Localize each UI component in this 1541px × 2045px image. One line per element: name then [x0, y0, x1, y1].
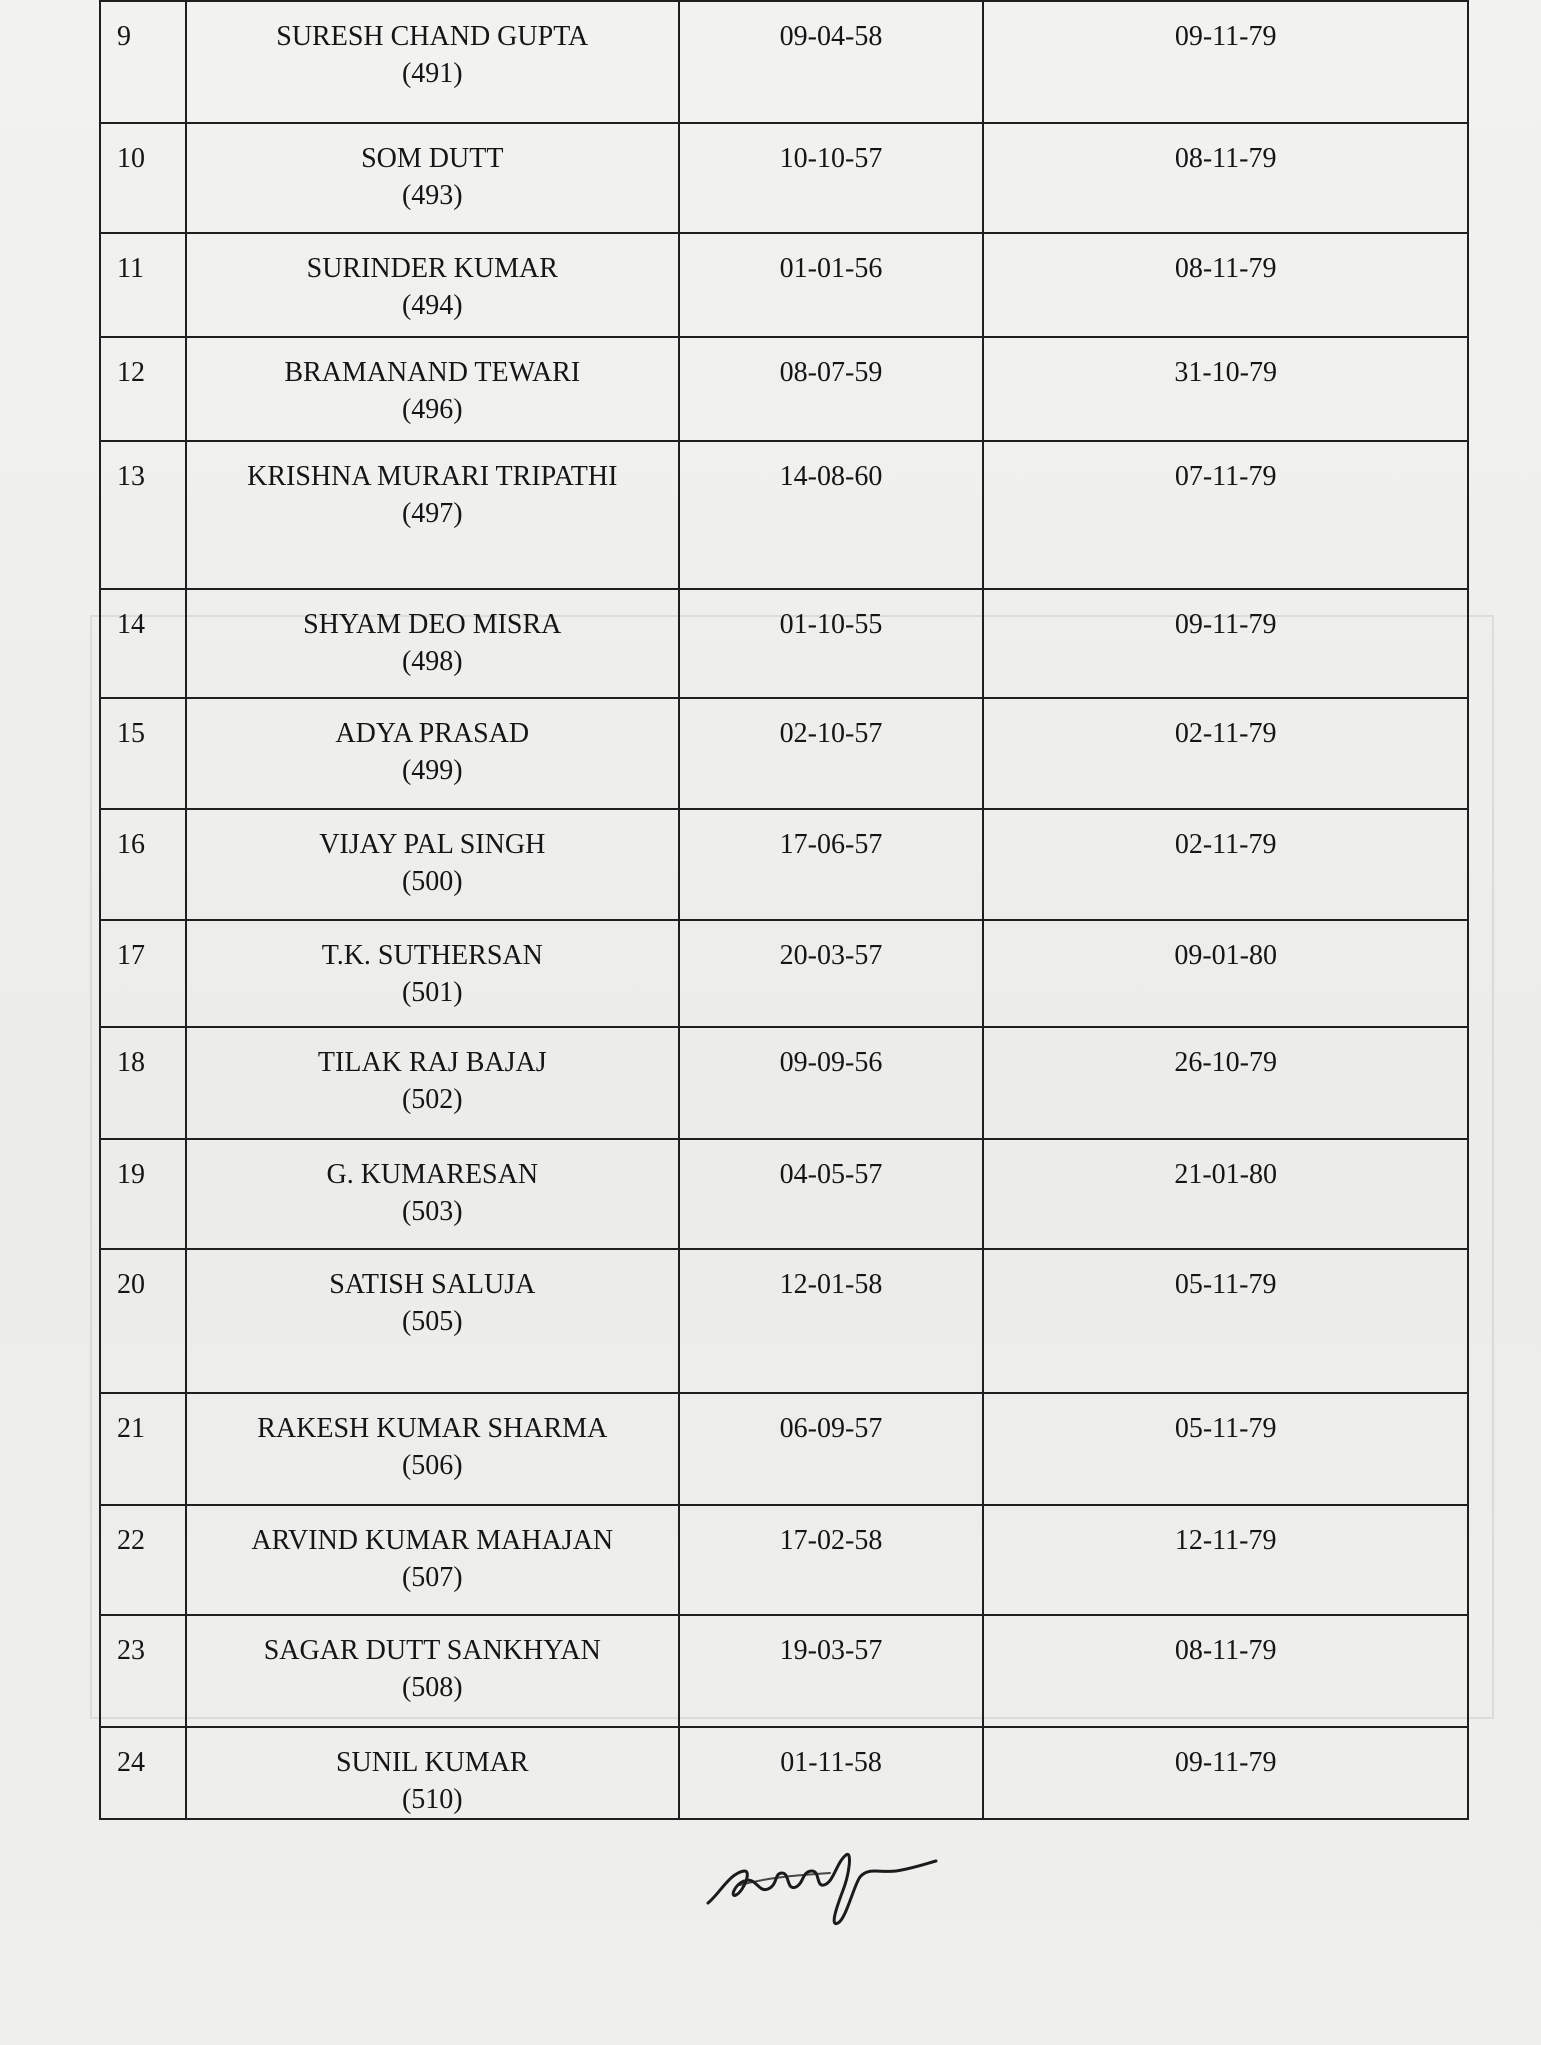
date-of-appointment-cell [983, 589, 1468, 698]
date-of-birth: 01-01-56 [779, 253, 883, 284]
officer-name-cell [186, 1615, 679, 1727]
date-of-appointment: 02-11-79 [1174, 718, 1277, 749]
seniority-number: (508) [401, 1672, 463, 1703]
serial-number: 24 [117, 1747, 145, 1778]
seniority-number: (506) [401, 1450, 463, 1481]
serial-number-cell [100, 441, 186, 589]
signature-stroke [708, 1854, 936, 1923]
date-of-appointment-cell [983, 1727, 1468, 1819]
date-of-appointment: 08-11-79 [1174, 253, 1277, 284]
serial-number-cell [100, 1505, 186, 1615]
serial-number: 14 [117, 609, 145, 640]
officer-name: SURESH CHAND GUPTA [276, 21, 589, 52]
officer-name-cell [186, 1027, 679, 1139]
date-of-birth-cell [679, 1, 984, 123]
officer-name: SATISH SALUJA [329, 1269, 536, 1300]
officer-name-cell [186, 698, 679, 809]
date-of-birth-cell [679, 1027, 984, 1139]
seniority-number: (507) [401, 1562, 463, 1593]
serial-number-cell [100, 1027, 186, 1139]
officer-name-cell [186, 1139, 679, 1249]
date-of-appointment: 31-10-79 [1174, 357, 1277, 388]
date-of-birth: 02-10-57 [779, 718, 883, 749]
officer-name: SAGAR DUTT SANKHYAN [263, 1635, 601, 1666]
table-row [100, 1393, 1468, 1505]
date-of-appointment-cell [983, 1505, 1468, 1615]
date-of-appointment: 09-11-79 [1174, 609, 1277, 640]
table-row [100, 1027, 1468, 1139]
date-of-appointment: 08-11-79 [1174, 1635, 1277, 1666]
serial-number-cell [100, 1249, 186, 1393]
seniority-number: (497) [401, 498, 463, 529]
date-of-birth: 17-06-57 [779, 829, 883, 860]
serial-number-cell [100, 809, 186, 920]
date-of-appointment: 05-11-79 [1174, 1269, 1277, 1300]
officer-name-cell [186, 589, 679, 698]
date-of-appointment-cell [983, 1249, 1468, 1393]
date-of-birth: 04-05-57 [779, 1159, 883, 1190]
serial-number: 9 [117, 21, 131, 52]
date-of-birth: 08-07-59 [779, 357, 883, 388]
officer-name: SHYAM DEO MISRA [303, 609, 562, 640]
date-of-appointment: 09-11-79 [1174, 1747, 1277, 1778]
table-row [100, 1615, 1468, 1727]
officer-name: RAKESH KUMAR SHARMA [257, 1413, 608, 1444]
date-of-appointment: 08-11-79 [1174, 143, 1277, 174]
date-of-appointment-cell [983, 1393, 1468, 1505]
table-row [100, 441, 1468, 589]
date-of-appointment-cell [983, 1615, 1468, 1727]
date-of-appointment: 12-11-79 [1174, 1525, 1277, 1556]
date-of-appointment: 09-11-79 [1174, 21, 1277, 52]
table-row [100, 809, 1468, 920]
officer-name-cell [186, 337, 679, 441]
officer-name: ARVIND KUMAR MAHAJAN [251, 1525, 614, 1556]
seniority-number: (496) [401, 394, 463, 425]
officer-name-cell [186, 441, 679, 589]
serial-number-cell [100, 337, 186, 441]
seniority-number: (493) [401, 180, 463, 211]
serial-number: 20 [117, 1269, 145, 1300]
officer-name: BRAMANAND TEWARI [284, 357, 581, 388]
table-row [100, 233, 1468, 337]
serial-number-cell [100, 123, 186, 233]
officer-name: G. KUMARESAN [326, 1159, 539, 1190]
serial-number: 13 [117, 461, 145, 492]
table-row [100, 698, 1468, 809]
date-of-birth: 14-08-60 [779, 461, 883, 492]
date-of-appointment: 09-01-80 [1174, 940, 1277, 971]
officer-name: TILAK RAJ BAJAJ [317, 1047, 547, 1078]
date-of-birth: 17-02-58 [779, 1525, 883, 1556]
serial-number: 21 [117, 1413, 145, 1444]
seniority-number: (502) [401, 1084, 463, 1115]
serial-number-cell [100, 233, 186, 337]
officer-name: VIJAY PAL SINGH [319, 829, 546, 860]
seniority-number: (510) [401, 1784, 463, 1815]
date-of-appointment-cell [983, 698, 1468, 809]
serial-number-cell [100, 1615, 186, 1727]
officer-name: SURINDER KUMAR [306, 253, 558, 284]
seniority-number: (499) [401, 755, 463, 786]
date-of-birth-cell [679, 1249, 984, 1393]
date-of-birth: 10-10-57 [779, 143, 883, 174]
officer-name: SOM DUTT [361, 143, 504, 174]
serial-number: 17 [117, 940, 145, 971]
date-of-appointment-cell [983, 233, 1468, 337]
serial-number-cell [100, 920, 186, 1027]
date-of-birth-cell [679, 1727, 984, 1819]
table-row [100, 1727, 1468, 1819]
date-of-birth-cell [679, 441, 984, 589]
date-of-birth-cell [679, 1505, 984, 1615]
date-of-birth: 09-04-58 [779, 21, 883, 52]
seniority-number: (503) [401, 1196, 463, 1227]
table-row [100, 1, 1468, 123]
table-row [100, 337, 1468, 441]
date-of-appointment: 02-11-79 [1174, 829, 1277, 860]
date-of-birth: 06-09-57 [779, 1413, 883, 1444]
officer-name-cell [186, 1249, 679, 1393]
officer-name-cell [186, 1, 679, 123]
date-of-birth: 12-01-58 [779, 1269, 883, 1300]
serial-number-cell [100, 698, 186, 809]
officer-name: SUNIL KUMAR [335, 1747, 529, 1778]
officer-name-cell [186, 1727, 679, 1819]
officer-name-cell [186, 1393, 679, 1505]
date-of-birth-cell [679, 1393, 984, 1505]
officer-name: T.K. SUTHERSAN [321, 940, 543, 971]
serial-number-cell [100, 1139, 186, 1249]
date-of-birth-cell [679, 1139, 984, 1249]
officer-name-cell [186, 920, 679, 1027]
serial-number: 10 [117, 143, 145, 174]
date-of-birth: 20-03-57 [779, 940, 883, 971]
seniority-number: (494) [401, 290, 463, 321]
serial-number-cell [100, 1, 186, 123]
officer-name-cell [186, 1505, 679, 1615]
date-of-birth-cell [679, 233, 984, 337]
date-of-birth-cell [679, 337, 984, 441]
date-of-birth: 09-09-56 [779, 1047, 883, 1078]
date-of-appointment-cell [983, 337, 1468, 441]
table-row [100, 1249, 1468, 1393]
date-of-appointment: 07-11-79 [1174, 461, 1277, 492]
seniority-number: (505) [401, 1306, 463, 1337]
date-of-appointment-cell [983, 1, 1468, 123]
serial-number: 18 [117, 1047, 145, 1078]
table-row [100, 920, 1468, 1027]
date-of-appointment: 21-01-80 [1174, 1159, 1277, 1190]
seniority-table [99, 0, 1469, 1820]
date-of-appointment: 05-11-79 [1174, 1413, 1277, 1444]
seniority-number: (501) [401, 977, 463, 1008]
serial-number: 16 [117, 829, 145, 860]
date-of-birth: 01-10-55 [779, 609, 883, 640]
date-of-appointment-cell [983, 1027, 1468, 1139]
serial-number: 15 [117, 718, 145, 749]
date-of-appointment-cell [983, 1139, 1468, 1249]
officer-name: ADYA PRASAD [335, 718, 530, 749]
table-row [100, 123, 1468, 233]
date-of-appointment-cell [983, 920, 1468, 1027]
handwritten-signature [700, 1815, 940, 1935]
serial-number-cell [100, 589, 186, 698]
officer-name-cell [186, 809, 679, 920]
date-of-birth-cell [679, 809, 984, 920]
officer-name: KRISHNA MURARI TRIPATHI [247, 461, 618, 492]
serial-number-cell [100, 1727, 186, 1819]
seniority-number: (500) [401, 866, 463, 897]
serial-number: 11 [117, 253, 144, 284]
serial-number: 12 [117, 357, 145, 388]
date-of-birth-cell [679, 920, 984, 1027]
officer-name-cell [186, 123, 679, 233]
table-row [100, 1505, 1468, 1615]
seniority-number: (491) [401, 58, 463, 89]
date-of-birth-cell [679, 589, 984, 698]
date-of-appointment-cell [983, 123, 1468, 233]
serial-number: 19 [117, 1159, 145, 1190]
date-of-appointment: 26-10-79 [1174, 1047, 1277, 1078]
seniority-number: (498) [401, 646, 463, 677]
date-of-birth-cell [679, 123, 984, 233]
seniority-table-body [100, 1, 1468, 1819]
table-row [100, 1139, 1468, 1249]
table-row [100, 589, 1468, 698]
serial-number-cell [100, 1393, 186, 1505]
date-of-birth: 19-03-57 [779, 1635, 883, 1666]
officer-name-cell [186, 233, 679, 337]
date-of-birth-cell [679, 698, 984, 809]
date-of-birth-cell [679, 1615, 984, 1727]
serial-number: 22 [117, 1525, 145, 1556]
date-of-appointment-cell [983, 441, 1468, 589]
serial-number: 23 [117, 1635, 145, 1666]
date-of-appointment-cell [983, 809, 1468, 920]
date-of-birth: 01-11-58 [780, 1747, 882, 1778]
